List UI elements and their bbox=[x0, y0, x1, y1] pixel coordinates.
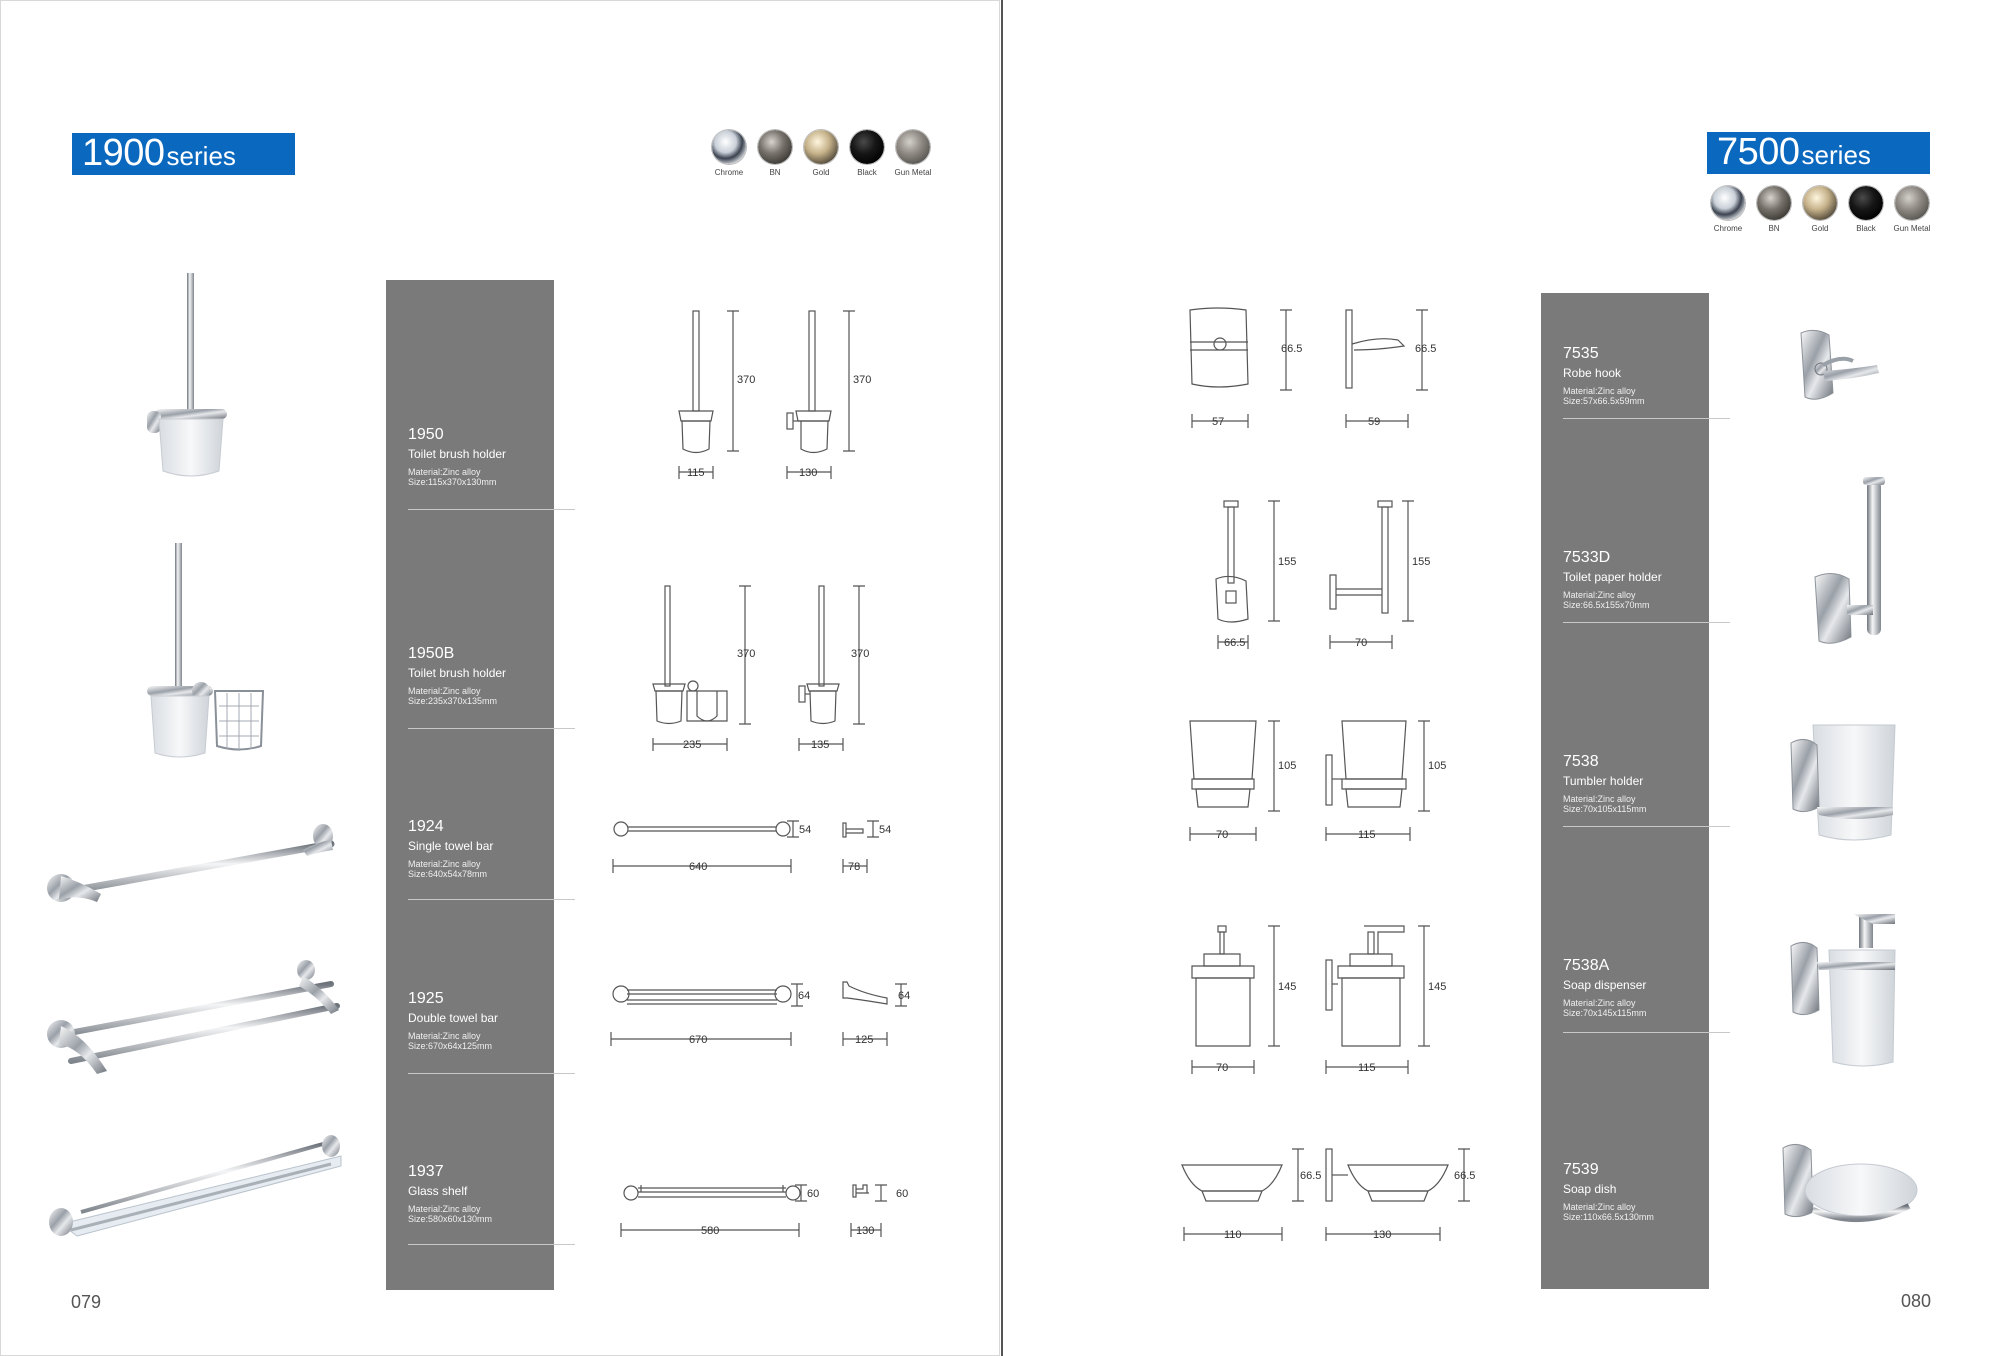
photo-tumbler-holder-7538 bbox=[1783, 715, 1903, 855]
dimension-label: 130 bbox=[799, 467, 818, 479]
finish-bn bbox=[1751, 186, 1797, 233]
dimension-label: 54 bbox=[879, 824, 892, 836]
page-number: 080 bbox=[1901, 1291, 1932, 1311]
photo-double-towel-bar-1925 bbox=[41, 956, 351, 1086]
series-number: 1900 bbox=[82, 132, 165, 174]
right-catalog-page bbox=[1001, 0, 2000, 1356]
product-name: Glass shelf bbox=[408, 1184, 468, 1198]
product-code: 1924 bbox=[408, 818, 444, 835]
photo-toilet-brush-holder-1950b bbox=[141, 541, 271, 761]
product-material: Material:Zinc alloy bbox=[1563, 386, 1636, 396]
spec-block-1924 bbox=[408, 818, 553, 879]
dimension-label: 670 bbox=[689, 1034, 708, 1046]
photo-soap-dispenser-7538a bbox=[1783, 910, 1903, 1070]
product-code: 1950B bbox=[408, 645, 455, 662]
finish-label: Chrome bbox=[1713, 224, 1743, 233]
product-material: Material:Zinc alloy bbox=[408, 686, 481, 696]
divider bbox=[1563, 1032, 1730, 1033]
dimension-label: 370 bbox=[851, 648, 870, 660]
dimension-label: 370 bbox=[853, 374, 872, 386]
product-name: Soap dish bbox=[1563, 1182, 1617, 1196]
product-material: Material:Zinc alloy bbox=[1563, 590, 1636, 600]
product-name: Tumbler holder bbox=[1563, 774, 1644, 788]
dimension-label: 130 bbox=[856, 1225, 875, 1237]
spec-column bbox=[386, 280, 554, 1290]
dimension-label: 66.5 bbox=[1224, 637, 1246, 649]
dimension-label: 60 bbox=[807, 1188, 820, 1200]
finish-label: Gun Metal bbox=[1893, 224, 1931, 233]
finish-gun-metal bbox=[1889, 186, 1935, 233]
product-name: Toilet brush holder bbox=[408, 447, 507, 461]
photo-soap-dish-7539 bbox=[1773, 1140, 1923, 1250]
dimension-label: 115 bbox=[1358, 829, 1376, 841]
drawing-1950 bbox=[601, 301, 921, 481]
dimension-label: 70 bbox=[1355, 637, 1368, 649]
spec-block-1950 bbox=[408, 426, 553, 487]
drawing-1924 bbox=[601, 811, 921, 881]
dimension-label: 64 bbox=[898, 990, 911, 1002]
photo-toilet-brush-holder-1950 bbox=[131, 271, 251, 491]
dimension-label: 57 bbox=[1212, 416, 1225, 428]
product-name: Single towel bar bbox=[408, 839, 494, 853]
divider bbox=[1563, 622, 1730, 623]
dimension-label: 145 bbox=[1428, 981, 1447, 993]
finish-black bbox=[1843, 186, 1889, 233]
dimension-label: 70 bbox=[1216, 1062, 1229, 1074]
divider bbox=[1563, 418, 1730, 419]
product-code: 1950 bbox=[408, 426, 444, 443]
finish-chrome bbox=[706, 130, 752, 177]
product-material: Material:Zinc alloy bbox=[408, 859, 481, 869]
finish-label: Gold bbox=[1811, 224, 1829, 233]
dimension-label: 130 bbox=[1373, 1229, 1392, 1241]
dimension-label: 145 bbox=[1278, 981, 1297, 993]
product-material: Material:Zinc alloy bbox=[408, 1031, 481, 1041]
product-code: 7535 bbox=[1563, 345, 1599, 362]
dimension-label: 135 bbox=[811, 739, 830, 751]
divider bbox=[1563, 826, 1730, 827]
spec-block-7535 bbox=[1563, 345, 1708, 406]
spec-block-7538a bbox=[1563, 957, 1708, 1018]
spec-block-1950b bbox=[408, 645, 553, 706]
product-name: Toilet brush holder bbox=[408, 666, 507, 680]
dimension-label: 110 bbox=[1224, 1229, 1242, 1241]
product-size: Size:110x66.5x130mm bbox=[1563, 1212, 1654, 1222]
dimension-label: 155 bbox=[1278, 556, 1297, 568]
product-code: 1937 bbox=[408, 1163, 444, 1180]
spec-block-7533d bbox=[1563, 549, 1708, 610]
product-name: Toilet paper holder bbox=[1563, 570, 1662, 584]
finish-gold bbox=[1797, 186, 1843, 233]
dimension-label: 115 bbox=[687, 467, 705, 479]
divider bbox=[408, 509, 575, 510]
dimension-label: 640 bbox=[689, 861, 708, 873]
product-size: Size:580x60x130mm bbox=[408, 1214, 493, 1224]
finish-label: Gun Metal bbox=[894, 168, 932, 177]
product-size: Size:640x54x78mm bbox=[408, 869, 488, 879]
product-material: Material:Zinc alloy bbox=[408, 1204, 481, 1214]
finish-gold bbox=[798, 130, 844, 177]
spec-block-7539 bbox=[1563, 1161, 1708, 1222]
dimension-label: 370 bbox=[737, 374, 756, 386]
product-size: Size:115x370x130mm bbox=[408, 477, 497, 487]
spec-block-1925 bbox=[408, 990, 553, 1051]
photo-robe-hook-7535 bbox=[1793, 325, 1903, 415]
divider bbox=[408, 1073, 575, 1074]
finish-swatches bbox=[1705, 186, 1935, 233]
product-size: Size:670x64x125mm bbox=[408, 1041, 493, 1051]
dimension-label: 66.5 bbox=[1415, 343, 1437, 355]
finish-label: Black bbox=[857, 168, 877, 177]
finish-label: Black bbox=[1856, 224, 1876, 233]
dimension-label: 54 bbox=[799, 824, 812, 836]
photo-single-towel-bar-1924 bbox=[41, 816, 351, 916]
series-word: series bbox=[166, 141, 236, 171]
dimension-label: 115 bbox=[1358, 1062, 1376, 1074]
finish-label: Chrome bbox=[714, 168, 744, 177]
finish-label: BN bbox=[1768, 224, 1780, 233]
product-code: 7533D bbox=[1563, 549, 1611, 566]
drawing-7538a bbox=[1178, 920, 1478, 1080]
dimension-label: 78 bbox=[848, 861, 861, 873]
product-size: Size:66.5x155x70mm bbox=[1563, 600, 1650, 610]
finish-swatches bbox=[706, 130, 936, 177]
dimension-label: 66.5 bbox=[1454, 1170, 1476, 1182]
dimension-label: 66.5 bbox=[1281, 343, 1303, 355]
dimension-label: 235 bbox=[683, 739, 702, 751]
photo-glass-shelf-1937 bbox=[41, 1126, 351, 1256]
drawing-7539 bbox=[1178, 1145, 1478, 1255]
series-banner bbox=[1707, 132, 1930, 174]
series-word: series bbox=[1801, 140, 1871, 170]
product-code: 1925 bbox=[408, 990, 444, 1007]
dimension-label: 66.5 bbox=[1300, 1170, 1322, 1182]
drawing-1950b bbox=[601, 576, 921, 756]
product-size: Size:57x66.5x59mm bbox=[1563, 396, 1645, 406]
finish-gun-metal bbox=[890, 130, 936, 177]
dimension-label: 70 bbox=[1216, 829, 1229, 841]
product-size: Size:70x105x115mm bbox=[1563, 804, 1647, 814]
photo-toilet-paper-holder-7533d bbox=[1803, 475, 1903, 655]
finish-label: Gold bbox=[812, 168, 830, 177]
spec-block-7538 bbox=[1563, 753, 1708, 814]
drawing-7533d bbox=[1178, 495, 1478, 655]
drawing-7535 bbox=[1178, 300, 1478, 440]
dimension-label: 580 bbox=[701, 1225, 720, 1237]
product-material: Material:Zinc alloy bbox=[1563, 794, 1636, 804]
drawing-7538 bbox=[1178, 715, 1478, 845]
page-number: 079 bbox=[71, 1292, 102, 1312]
series-banner bbox=[72, 133, 295, 175]
finish-black bbox=[844, 130, 890, 177]
dimension-label: 125 bbox=[855, 1034, 874, 1046]
drawing-1937 bbox=[601, 1171, 921, 1251]
dimension-label: 155 bbox=[1412, 556, 1431, 568]
finish-bn bbox=[752, 130, 798, 177]
product-code: 7539 bbox=[1563, 1161, 1599, 1178]
dimension-label: 60 bbox=[896, 1188, 909, 1200]
product-code: 7538 bbox=[1563, 753, 1599, 770]
product-name: Robe hook bbox=[1563, 366, 1622, 380]
series-number: 7500 bbox=[1717, 131, 1800, 173]
dimension-label: 370 bbox=[737, 648, 756, 660]
product-material: Material:Zinc alloy bbox=[1563, 1202, 1636, 1212]
spec-column bbox=[1541, 293, 1709, 1289]
dimension-label: 64 bbox=[798, 990, 811, 1002]
dimension-label: 59 bbox=[1368, 416, 1381, 428]
product-name: Double towel bar bbox=[408, 1011, 499, 1025]
product-code: 7538A bbox=[1563, 957, 1610, 974]
product-material: Material:Zinc alloy bbox=[408, 467, 481, 477]
spec-block-1937 bbox=[408, 1163, 553, 1224]
product-size: Size:235x370x135mm bbox=[408, 696, 498, 706]
dimension-label: 105 bbox=[1278, 760, 1297, 772]
drawing-1925 bbox=[601, 976, 921, 1056]
divider bbox=[408, 899, 575, 900]
divider bbox=[408, 1244, 575, 1245]
product-material: Material:Zinc alloy bbox=[1563, 998, 1636, 1008]
finish-label: BN bbox=[769, 168, 781, 177]
divider bbox=[408, 728, 575, 729]
dimension-label: 105 bbox=[1428, 760, 1447, 772]
finish-chrome bbox=[1705, 186, 1751, 233]
product-size: Size:70x145x115mm bbox=[1563, 1008, 1647, 1018]
product-name: Soap dispenser bbox=[1563, 978, 1647, 992]
